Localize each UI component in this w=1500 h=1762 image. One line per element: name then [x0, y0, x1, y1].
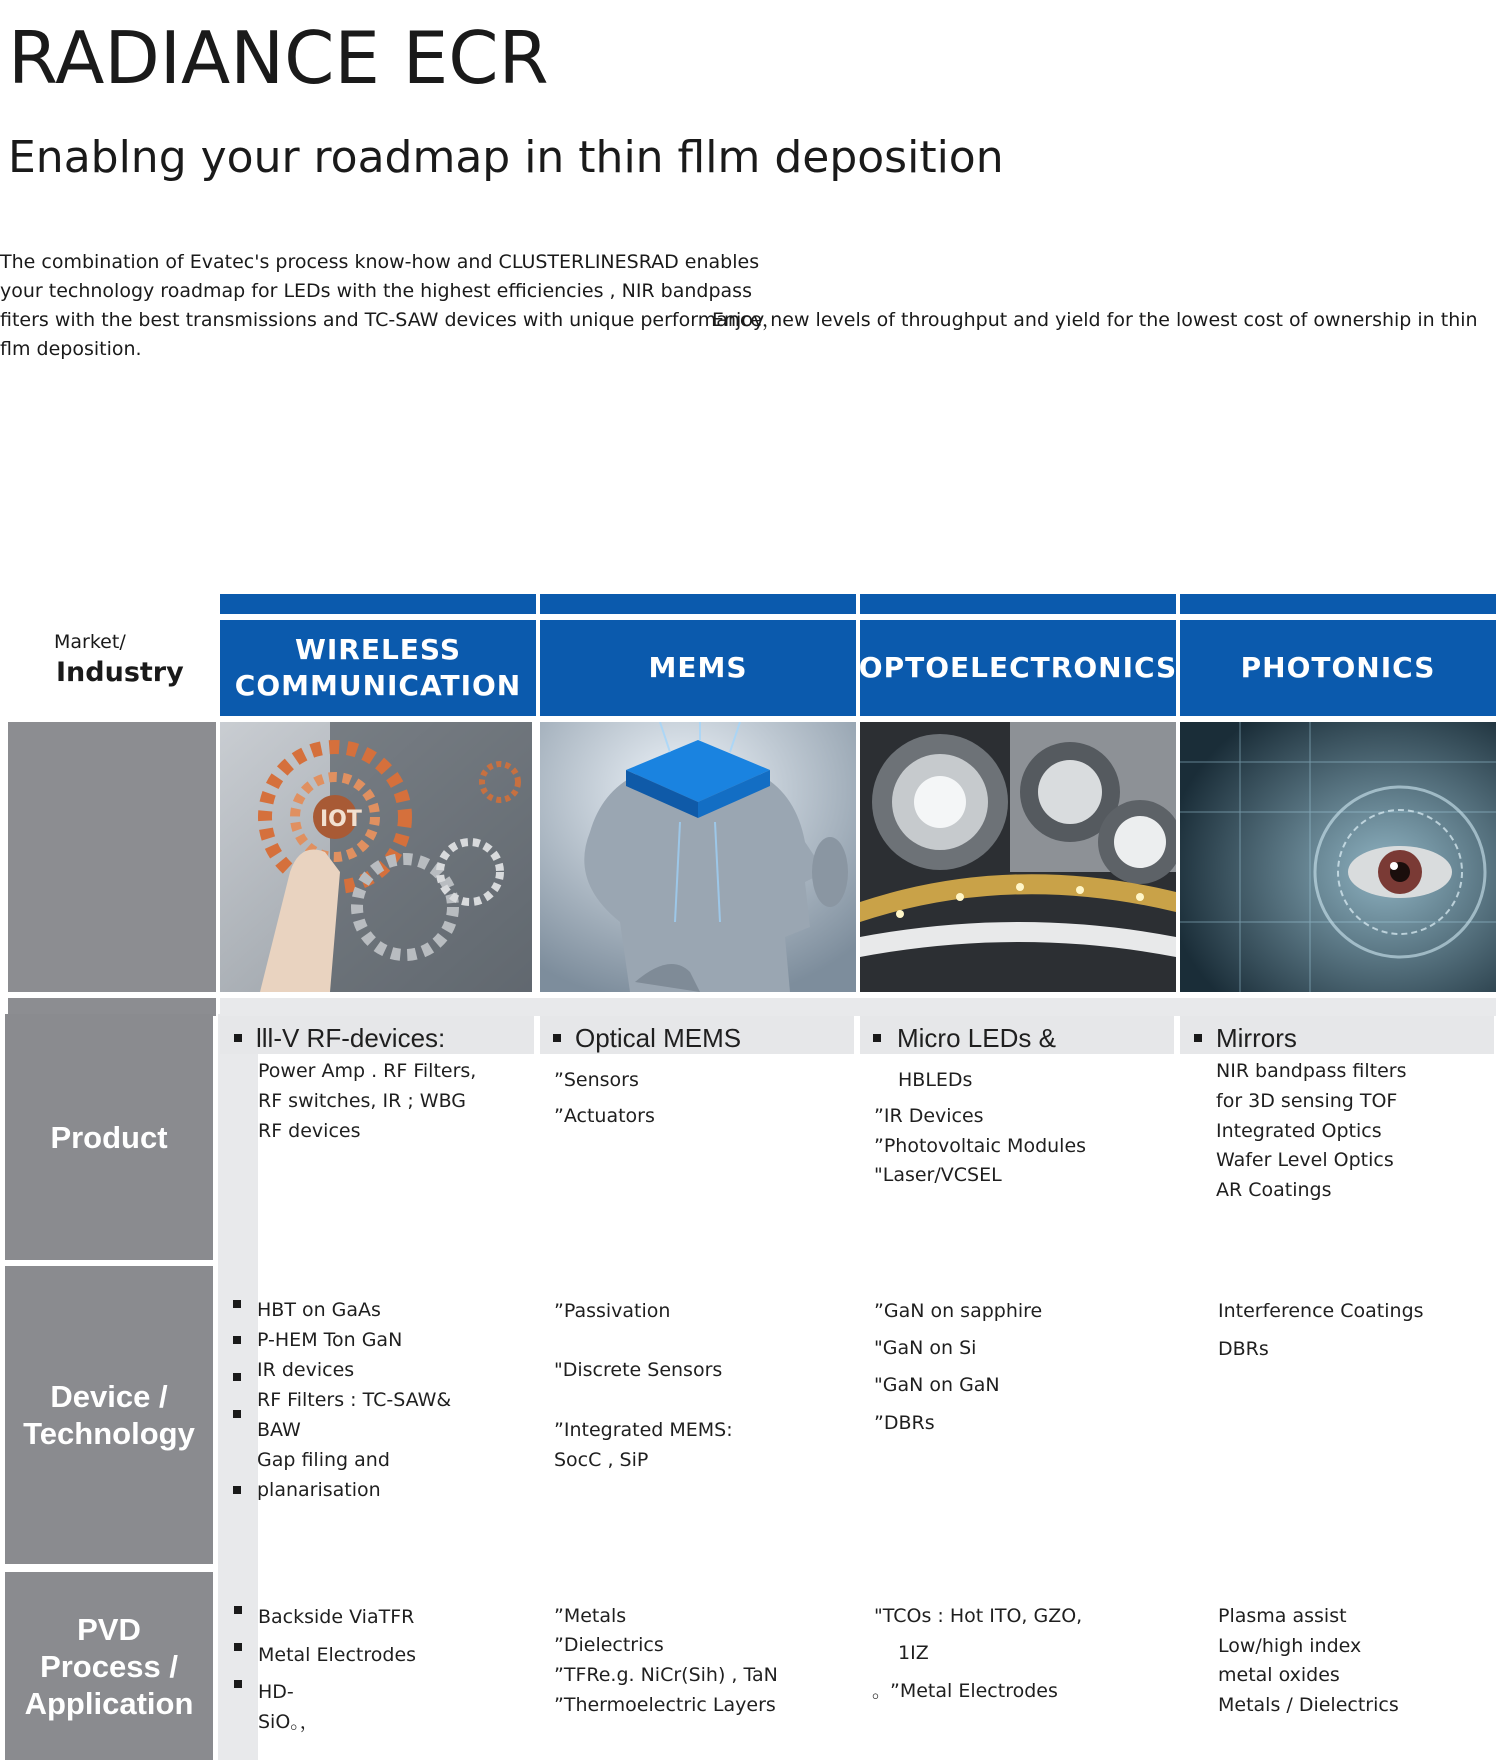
row-label-device-line2: Technology — [23, 1416, 195, 1451]
product-photonics-line: for 3D sensing TOF — [1216, 1090, 1398, 1112]
column-header-wireless-line2: COMMUNICATION — [234, 669, 522, 702]
bullet — [233, 1373, 241, 1381]
device-opto-line: ”DBRs — [874, 1412, 935, 1434]
bullet — [234, 1606, 242, 1614]
header-top-strip — [220, 594, 536, 614]
pvd-photonics-line: metal oxides — [1218, 1664, 1340, 1686]
product-head-wireless: lll-V RF-devices: — [256, 1023, 446, 1053]
row-label-device-line1: Device / — [50, 1379, 168, 1414]
column-header-photonics: PHOTONICS — [1180, 620, 1496, 716]
product-photonics-line: AR Coatings — [1216, 1179, 1332, 1201]
bullet — [1194, 1034, 1202, 1042]
device-wireless-line: BAW — [257, 1419, 301, 1441]
product-photonics-line: Integrated Optics — [1216, 1120, 1382, 1142]
bullet — [234, 1643, 242, 1651]
pvd-mems-line: ”TFRe.g. NiCr(Sih) , TaN — [554, 1664, 778, 1686]
pvd-opto-line: 1IZ — [898, 1642, 929, 1664]
svg-text:IOT: IOT — [320, 807, 362, 832]
eye-scan-image — [1180, 722, 1496, 992]
device-mems-line: SocC , SiP — [554, 1449, 649, 1471]
device-photonics-line: DBRs — [1218, 1338, 1269, 1360]
bullet — [553, 1034, 561, 1042]
pvd-photonics-line: Low/high index — [1218, 1635, 1362, 1657]
pvd-mems-line: ”Thermoelectric Layers — [554, 1694, 776, 1716]
product-opto-line: ”Photovoltaic Modules — [874, 1135, 1087, 1157]
product-head-opto: Micro LEDs & — [897, 1023, 1056, 1053]
bullet — [234, 1680, 242, 1688]
device-opto-line: "GaN on GaN — [874, 1374, 1000, 1396]
pvd-opto-line: ”Metal Electrodes — [890, 1680, 1058, 1702]
industry-label: Industry — [56, 657, 184, 688]
row-label-pvd-line1: PVD — [77, 1611, 141, 1647]
bullet — [233, 1410, 241, 1418]
intro-line-2: your technology roadmap for LEDs with the highest efficiencies , NIR bandpass — [0, 280, 752, 302]
device-wireless-line: P-HEM Ton GaN — [257, 1329, 403, 1351]
pvd-mems-line: ”Dielectrics — [554, 1634, 664, 1656]
device-wireless-line: RF Filters : TC-SAW& — [257, 1389, 452, 1411]
row-label-product: Product — [5, 1014, 213, 1260]
pvd-opto-bullet: 。 — [872, 1680, 892, 1702]
pvd-wireless-line: Backside ViaTFR — [258, 1606, 415, 1628]
device-mems-line: "Discrete Sensors — [554, 1359, 723, 1381]
product-head-photonics: Mirrors — [1216, 1023, 1297, 1053]
product-wireless-line: Power Amp . RF Filters, — [258, 1060, 477, 1082]
pvd-photonics-line: Metals / Dielectrics — [1218, 1694, 1399, 1716]
iot-gears-image — [220, 722, 532, 992]
market-label: Market/ — [54, 631, 126, 653]
product-wireless-line: RF devices — [258, 1120, 361, 1142]
led-lights-image — [860, 722, 1176, 992]
row-label-pvd — [5, 1572, 213, 1760]
header-top-strip — [540, 594, 856, 614]
chip-head-image — [540, 722, 856, 992]
header-top-strip — [860, 594, 1176, 614]
bullet — [233, 1300, 241, 1308]
intro-line-3: fiters with the best transmissions and TC-SAW devices with unique performance， — [0, 309, 782, 331]
product-opto-line: ”IR Devices — [874, 1105, 984, 1127]
product-photonics-line: Wafer Level Optics — [1216, 1149, 1394, 1171]
product-photonics-line: NIR bandpass filters — [1216, 1060, 1407, 1082]
intro-line-1: The combination of Evatec's process know-how and CLUSTERLINESRAD enables — [0, 251, 760, 273]
row-label-pvd-line2: Process / — [40, 1648, 178, 1684]
intro-line-4: flm deposition. — [0, 338, 142, 360]
product-top-strip — [220, 998, 1496, 1016]
pvd-wireless-line: Metal Electrodes — [258, 1644, 417, 1666]
product-wireless-line: RF switches, IR ; WBG — [258, 1090, 466, 1112]
column-header-wireless — [220, 620, 536, 716]
row-label-device — [5, 1266, 213, 1564]
device-photonics-line: Interference Coatings — [1218, 1300, 1424, 1322]
device-wireless-line: IR devices — [257, 1359, 355, 1381]
device-wireless-line: planarisation — [257, 1479, 381, 1501]
bullet — [233, 1486, 241, 1494]
device-mems-line: ”Integrated MEMS: — [554, 1419, 733, 1441]
pvd-opto-line: "TCOs : Hot ITO, GZO, — [874, 1605, 1083, 1627]
bullet — [873, 1034, 881, 1042]
bullet — [234, 1034, 242, 1042]
page-subtitle: Enablng your roadmap in thin fllm deposition — [8, 132, 1004, 183]
column-header-optoelectronics: OPTOELECTRONICS — [860, 620, 1176, 716]
product-opto-line: HBLEDs — [898, 1069, 973, 1091]
product-mems-line: ”Actuators — [554, 1105, 655, 1127]
page-title: RADIANCE ECR — [8, 16, 549, 100]
device-wireless-line: Gap filing and — [257, 1449, 390, 1471]
bullet — [233, 1336, 241, 1344]
image-row-label-box — [8, 722, 216, 992]
column-header-wireless-line1: WIRELESS — [294, 633, 462, 666]
pvd-wireless-line: SiO。， — [258, 1711, 319, 1733]
device-opto-line: "GaN on Si — [874, 1337, 977, 1359]
pvd-wireless-line: HD- — [258, 1681, 294, 1703]
pvd-mems-line: ”Metals — [554, 1605, 627, 1627]
row-label-pvd-line3: Application — [24, 1685, 194, 1721]
product-opto-line: "Laser/VCSEL — [874, 1164, 1002, 1186]
device-mems-line: ”Passivation — [554, 1300, 671, 1322]
device-wireless-line: HBT on GaAs — [257, 1299, 381, 1321]
product-mems-line: ”Sensors — [554, 1069, 639, 1091]
column-header-mems: MEMS — [540, 620, 856, 716]
intro-continuation: Enjoy new levels of throughput and yield for the lowest cost of ownership in thin — [712, 309, 1478, 331]
pvd-photonics-line: Plasma assist — [1218, 1605, 1347, 1627]
product-head-mems: Optical MEMS — [575, 1023, 742, 1053]
header-top-strip — [1180, 594, 1496, 614]
device-opto-line: ”GaN on sapphire — [874, 1300, 1043, 1322]
